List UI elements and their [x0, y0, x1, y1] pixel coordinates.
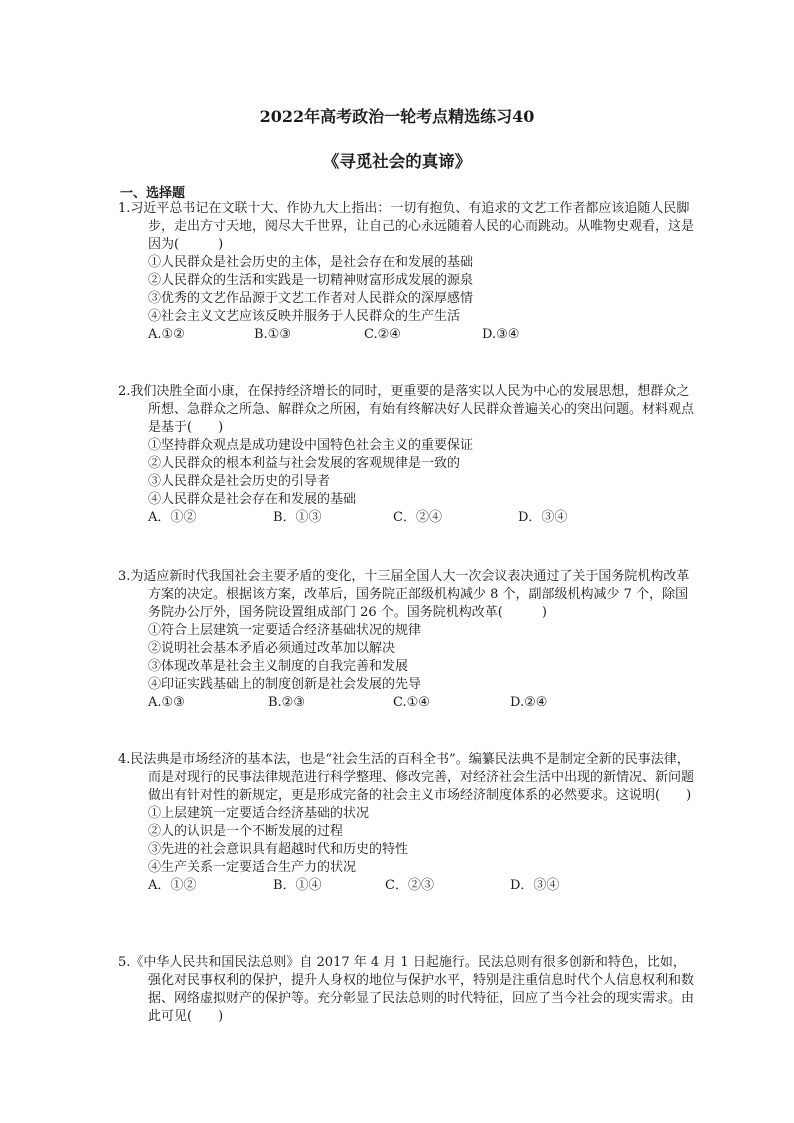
- question-option: ③优秀的文艺作品源于文艺工作者对人民群众的深厚感情: [148, 291, 474, 306]
- section-heading: 一、选择题: [120, 186, 186, 201]
- choice-a: A.①②: [148, 327, 185, 342]
- choice-d: D.②④: [510, 695, 548, 710]
- question-stem: 2.我们决胜全面小康，在保持经济增长的同时，更重要的是落实以人民为中心的发展思想，想群众之所想、急群众之所急、解群众之所困，有始有终解决好人民群众普遍关心的突出问题。材料观点是基于( ): [118, 384, 695, 435]
- question-option: ①人民群众是社会历史的主体，是社会存在和发展的基础: [148, 255, 474, 270]
- choice-b: B.②③: [268, 695, 305, 710]
- question-stem: 5.《中华人民共和国民法总则》自 2017 年 4 月 1 日起施行。民法总则有很多创新和特色，比如，强化对民事权利的保护，提升人身权的地位与保护水平，特别是注重信息时代个人信息权利和数据、网络虚拟财产的保护等。充分彰显了民法总则的时代特征，回应了当今社会的现实需求。由此可见( ): [118, 955, 695, 1024]
- question-4: [118, 751, 698, 895]
- question-option: ②人民群众的生活和实践是一切精神财富形成发展的源泉: [148, 273, 474, 288]
- question-option: ②说明社会基本矛盾必须通过改革加以解决: [148, 641, 396, 656]
- question-5: [118, 954, 698, 1026]
- choice-a: A.①③: [148, 695, 185, 710]
- choice-c: C.①④: [393, 695, 430, 710]
- question-option: ②人的认识是一个不断发展的过程: [148, 824, 344, 839]
- answer-choices: [148, 877, 698, 895]
- question-3: [118, 568, 698, 712]
- answer-choices: [148, 509, 698, 527]
- choice-a: A．①②: [148, 878, 197, 893]
- question-option: ④人民群众是社会存在和发展的基础: [148, 492, 357, 507]
- question-option: ①坚持群众观点是成功建设中国特色社会主义的重要保证: [148, 438, 474, 453]
- choice-c: C．②③: [385, 878, 434, 893]
- question-option: ③人民群众是社会历史的引导者: [148, 474, 331, 489]
- question-2: [118, 383, 698, 527]
- question-stem: 4.民法典是市场经济的基本法，也是“社会生活的百科全书”。编纂民法典不是制定全新的民事法律，而是对现行的民事法律规范进行科学整理、修改完善，对经济社会生活中出现的新情况、新问题做出有针对性的新规定，更是形成完备的社会主义市场经济制度体系的必然要求。这说明( ): [118, 752, 695, 803]
- choice-b: B.①③: [254, 327, 291, 342]
- question-option: ④社会主义文艺应该反映并服务于人民群众的生产生活: [148, 309, 461, 324]
- choice-a: A．①②: [148, 510, 197, 525]
- question-option: ③先进的社会意识具有超越时代和历史的特性: [148, 842, 409, 857]
- answer-choices: [148, 326, 698, 344]
- choice-c: C．②④: [393, 510, 442, 525]
- choice-d: D．③④: [510, 878, 560, 893]
- question-option: ③体现改革是社会主义制度的自我完善和发展: [148, 659, 409, 674]
- choice-b: B．①④: [273, 878, 322, 893]
- choice-c: C.②④: [364, 327, 401, 342]
- question-option: ④生产关系一定要适合生产力的状况: [148, 860, 357, 875]
- page-title: 2022年高考政治一轮考点精选练习40: [259, 107, 535, 126]
- page-subtitle: 《寻觅社会的真谛》: [322, 152, 472, 171]
- choice-d: D.③④: [482, 327, 520, 342]
- choice-b: B．①③: [273, 510, 322, 525]
- question-option: ②人民群众的根本利益与社会发展的客观规律是一致的: [148, 456, 461, 471]
- question-stem: 1.习近平总书记在文联十大、作协九大上指出：一切有抱负、有追求的文艺工作者都应该追随人民脚步，走出方寸天地，阅尽大千世界，让自己的心永远随着人民的心而跳动。从唯物史观看，这是因为( ): [118, 201, 695, 252]
- choice-d: D．③④: [518, 510, 568, 525]
- question-option: ①符合上层建筑一定要适合经济基础状况的规律: [148, 623, 422, 638]
- question-stem: 3.为适应新时代我国社会主要矛盾的变化，十三届全国人大一次会议表决通过了关于国务院机构改革方案的决定。根据该方案，改革后，国务院正部级机构减少 8 个，副部级机构减少 7 个，除国务院办公厅外，国务院设置组成部门 26 个。国务院机构改革( ): [118, 569, 690, 620]
- question-1: [118, 200, 698, 344]
- question-option: ①上层建筑一定要适合经济基础的状况: [148, 806, 370, 821]
- answer-choices: [148, 694, 698, 712]
- question-option: ④印证实践基础上的制度创新是社会发展的先导: [148, 677, 422, 692]
